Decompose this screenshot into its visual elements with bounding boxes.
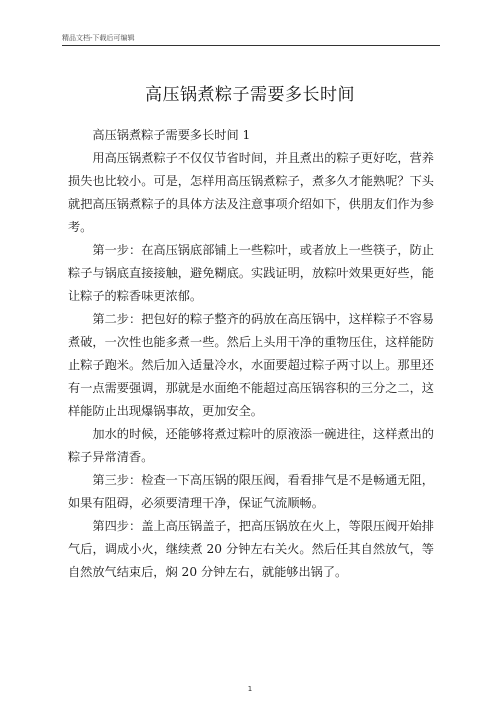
paragraph-step-4: 第四步：盖上高压锅盖子，把高压锅放在火上，等限压阀开始排气后，调成小火，继续煮 20 分钟左右关火。然后任其自然放气，等自然放气结束后，焖 20 分钟左右，就能够出锅了。 (68, 519, 434, 579)
paragraph-water-tip: 加水的时候，还能够将煮过粽叶的原液添一碗进往，这样煮出的粽子异常清香。 (68, 427, 434, 464)
document-title: 高压锅煮粽子需要多长时间 (145, 85, 355, 105)
header-note: 精品文档-下载后可编辑 (62, 34, 135, 42)
paragraph-subtitle: 高压锅煮粽子需要多长时间 1 (92, 128, 251, 142)
paragraph-step-3: 第三步：检查一下高压锅的限压阀，看看排气是不是畅通无阻，如果有阻碍，必须要清理干净，保证气流顺畅。 (68, 473, 434, 510)
document-body (68, 124, 434, 584)
paragraph-intro: 用高压锅煮粽子不仅仅节省时间，并且煮出的粽子更好吃，营养损失也比较小。可是，怎样用高压锅煮粽子，煮多久才能熟呢？下头就把高压锅煮粽子的具体方法及注意事项介绍如下，供朋友们作为参考。 (68, 151, 434, 234)
paragraph-step-2: 第二步：把包好的粽子整齐的码放在高压锅中，这样粽子不容易煮破，一次性也能多煮一些。然后上头用干净的重物压住，这样能防止粽子跑米。然后加入适量冷水，水面要超过粽子两寸以上。那里还有一点需要强调，那就是水面绝不能超过高压锅容积的三分之二，这样能防止出现爆锅事故，更加安全。 (68, 312, 434, 418)
header-divider (62, 45, 440, 46)
page-number: 1 (247, 685, 253, 693)
paragraph-step-1: 第一步：在高压锅底部铺上一些粽叶，或者放上一些筷子，防止粽子与锅底直接接触，避免糊底。实践证明，放粽叶效果更好些，能让粽子的粽香味更浓郁。 (68, 243, 434, 303)
